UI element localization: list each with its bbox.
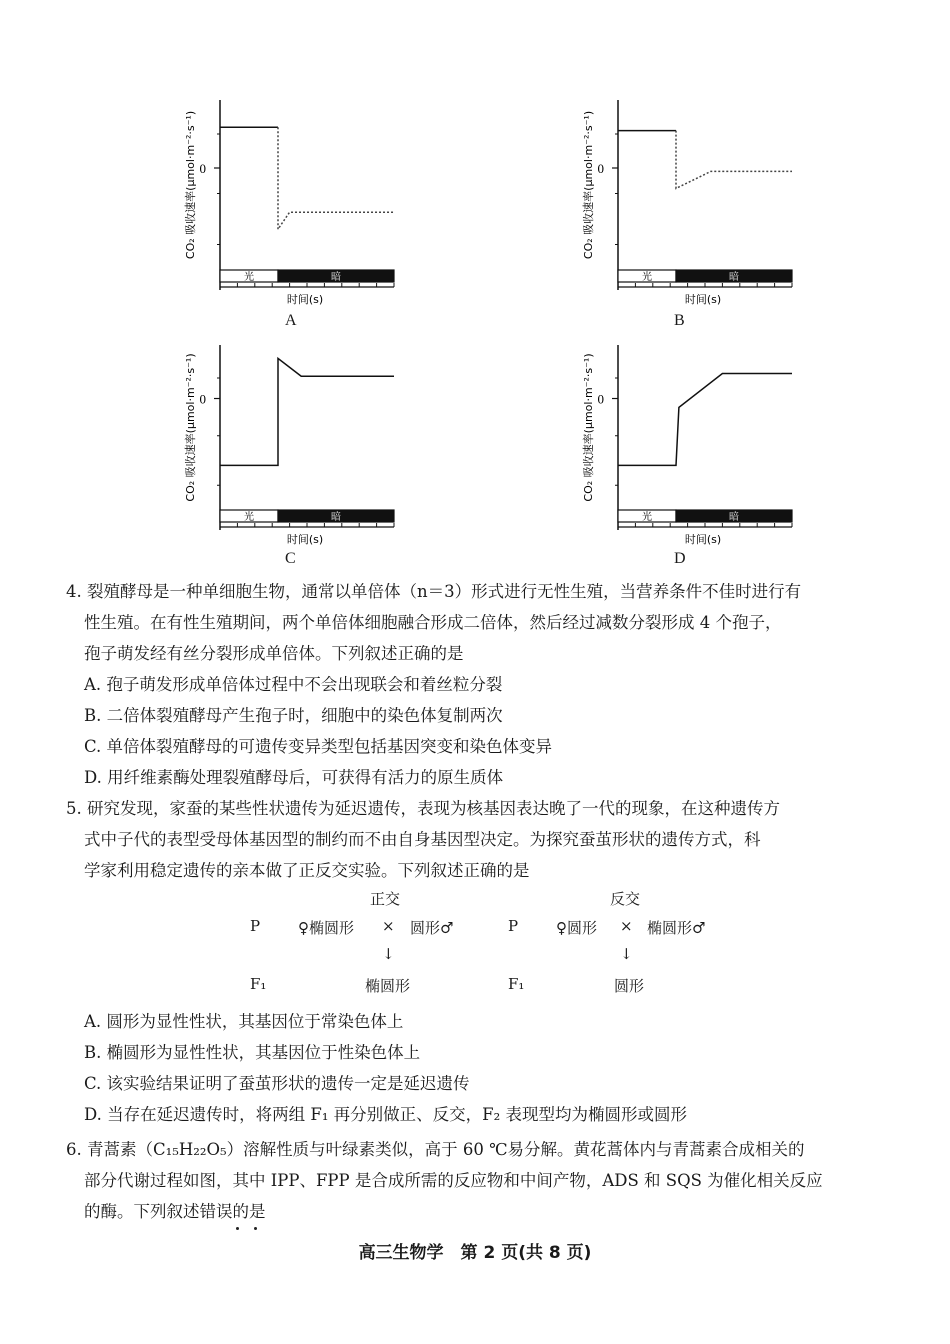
chart-a: [180, 95, 480, 345]
emphasis-dot: [236, 1227, 239, 1230]
cross-left-times: ×: [382, 917, 395, 935]
q6-stem-line: 的酶。下列叙述错误的是: [84, 1202, 266, 1221]
dark-label: 暗: [331, 512, 341, 523]
cross-right-arrow: ↓: [620, 945, 633, 963]
series-rate-line: [220, 358, 394, 465]
chart-a-letter: A: [285, 312, 297, 329]
cross-right-times: ×: [620, 917, 633, 935]
question-4: [66, 576, 896, 793]
chart-d-plot: [578, 340, 878, 545]
cross-right-male: 椭圆形♂: [647, 919, 706, 937]
series-dark-line: [278, 127, 394, 229]
chart-b-plot: [578, 95, 878, 305]
q4-stem-line: 性生殖。在有性生殖期间，两个单倍体细胞融合形成二倍体，然后经过减数分裂形成 4 个孢子，: [84, 613, 782, 632]
zero-label: 0: [199, 391, 206, 407]
q5-option-a: A. 圆形为显性性状，其基因位于常染色体上: [84, 1012, 404, 1031]
q4-stem-line: 孢子萌发经有丝分裂形成单倍体。下列叙述正确的是: [84, 644, 464, 663]
light-label: 光: [642, 512, 652, 523]
q5-option-d: D. 当存在延迟遗传时，将两组 F₁ 再分别做正、反交，F₂ 表现型均为椭圆形或圆形: [84, 1105, 687, 1124]
cross-right-f1: F₁: [508, 975, 525, 993]
chart-c-letter: C: [285, 550, 296, 567]
chart-b-letter: B: [674, 312, 685, 329]
dark-label: 暗: [729, 512, 739, 523]
q4-option-a: A. 孢子萌发形成单倍体过程中不会出现联会和着丝粒分裂: [84, 675, 503, 694]
chart-b: [578, 95, 878, 345]
cross-left-male: 圆形♂: [410, 919, 454, 937]
cross-left-female: ♀椭圆形: [298, 919, 354, 937]
q5-option-c: C. 该实验结果证明了蚕茧形状的遗传一定是延迟遗传: [84, 1074, 470, 1093]
cross-right-title: 反交: [610, 890, 641, 908]
series-rate-line: [618, 374, 792, 466]
cross-left-arrow: ↓: [382, 945, 395, 963]
x-axis-label: 时间(s): [286, 293, 324, 306]
cross-right-p: P: [508, 917, 519, 935]
q4-option-b: B. 二倍体裂殖酵母产生孢子时，细胞中的染色体复制两次: [84, 706, 503, 725]
y-axis-label: CO₂ 吸收速率(μmol·m⁻²·s⁻¹): [582, 353, 595, 502]
chart-c-plot: [180, 340, 480, 545]
q5-option-b: B. 椭圆形为显性性状，其基因位于性染色体上: [84, 1043, 421, 1062]
zero-label: 0: [597, 161, 604, 176]
series-dark-line: [676, 131, 792, 189]
cross-left-result: 椭圆形: [365, 977, 411, 995]
q5-stem-line: 式中子代的表型受母体基因型的制约而不由自身基因型决定。为探究蚕茧形状的遗传方式，科: [84, 830, 761, 849]
x-axis-label: 时间(s): [286, 533, 324, 546]
light-label: 光: [642, 272, 652, 283]
chart-d: [578, 340, 878, 590]
x-axis-label: 时间(s): [684, 533, 722, 546]
chart-c: [180, 340, 480, 590]
q6-stem-line: 部分代谢过程如图，其中 IPP、FPP 是合成所需的反应物和中间产物，ADS 和 SQS 为催化相关反应: [84, 1171, 823, 1190]
cross-left-f1: F₁: [250, 975, 267, 993]
cross-left-p: P: [250, 917, 261, 935]
dark-label: 暗: [331, 272, 341, 283]
q4-option-d: D. 用纤维素酶处理裂殖酵母后，可获得有活力的原生质体: [84, 768, 504, 787]
q4-stem-line: 4. 裂殖酵母是一种单细胞生物，通常以单倍体（n＝3）形式进行无性生殖，当营养条件不佳时进行有: [66, 582, 802, 601]
page-footer: 高三生物学 第 2 页(共 8 页): [358, 1243, 592, 1263]
zero-label: 0: [597, 391, 604, 407]
cross-left-title: 正交: [370, 890, 401, 908]
chart-a-plot: [180, 95, 480, 305]
light-label: 光: [244, 512, 254, 523]
q6-stem-line: 6. 青蒿素（C₁₅H₂₂O₅）溶解性质与叶绿素类似，高于 60 ℃易分解。黄花蒿体内与青蒿素合成相关的: [66, 1140, 805, 1159]
chart-d-letter: D: [674, 550, 686, 567]
y-axis-label: CO₂ 吸收速率(μmol·m⁻²·s⁻¹): [184, 110, 197, 260]
light-label: 光: [244, 272, 254, 283]
emphasis-dot: [254, 1227, 257, 1230]
q4-option-c: C. 单倍体裂殖酵母的可遗传变异类型包括基因突变和染色体变异: [84, 737, 553, 756]
x-axis-label: 时间(s): [684, 293, 722, 306]
cross-right-result: 圆形: [614, 977, 645, 995]
y-axis-label: CO₂ 吸收速率(μmol·m⁻²·s⁻¹): [184, 353, 197, 502]
question-5-options: [66, 1006, 896, 1130]
question-5: [66, 793, 896, 886]
question-6: [66, 1134, 896, 1227]
q5-stem-line: 5. 研究发现，家蚕的某些性状遗传为延迟遗传，表现为核基因表达晚了一代的现象，在这种遗传方: [66, 799, 780, 818]
q5-stem-line: 学家利用稳定遗传的亲本做了正反交实验。下列叙述正确的是: [84, 861, 530, 880]
dark-label: 暗: [729, 272, 739, 283]
y-axis-label: CO₂ 吸收速率(μmol·m⁻²·s⁻¹): [582, 110, 595, 260]
cross-right-female: ♀圆形: [556, 919, 597, 937]
zero-label: 0: [199, 161, 206, 176]
